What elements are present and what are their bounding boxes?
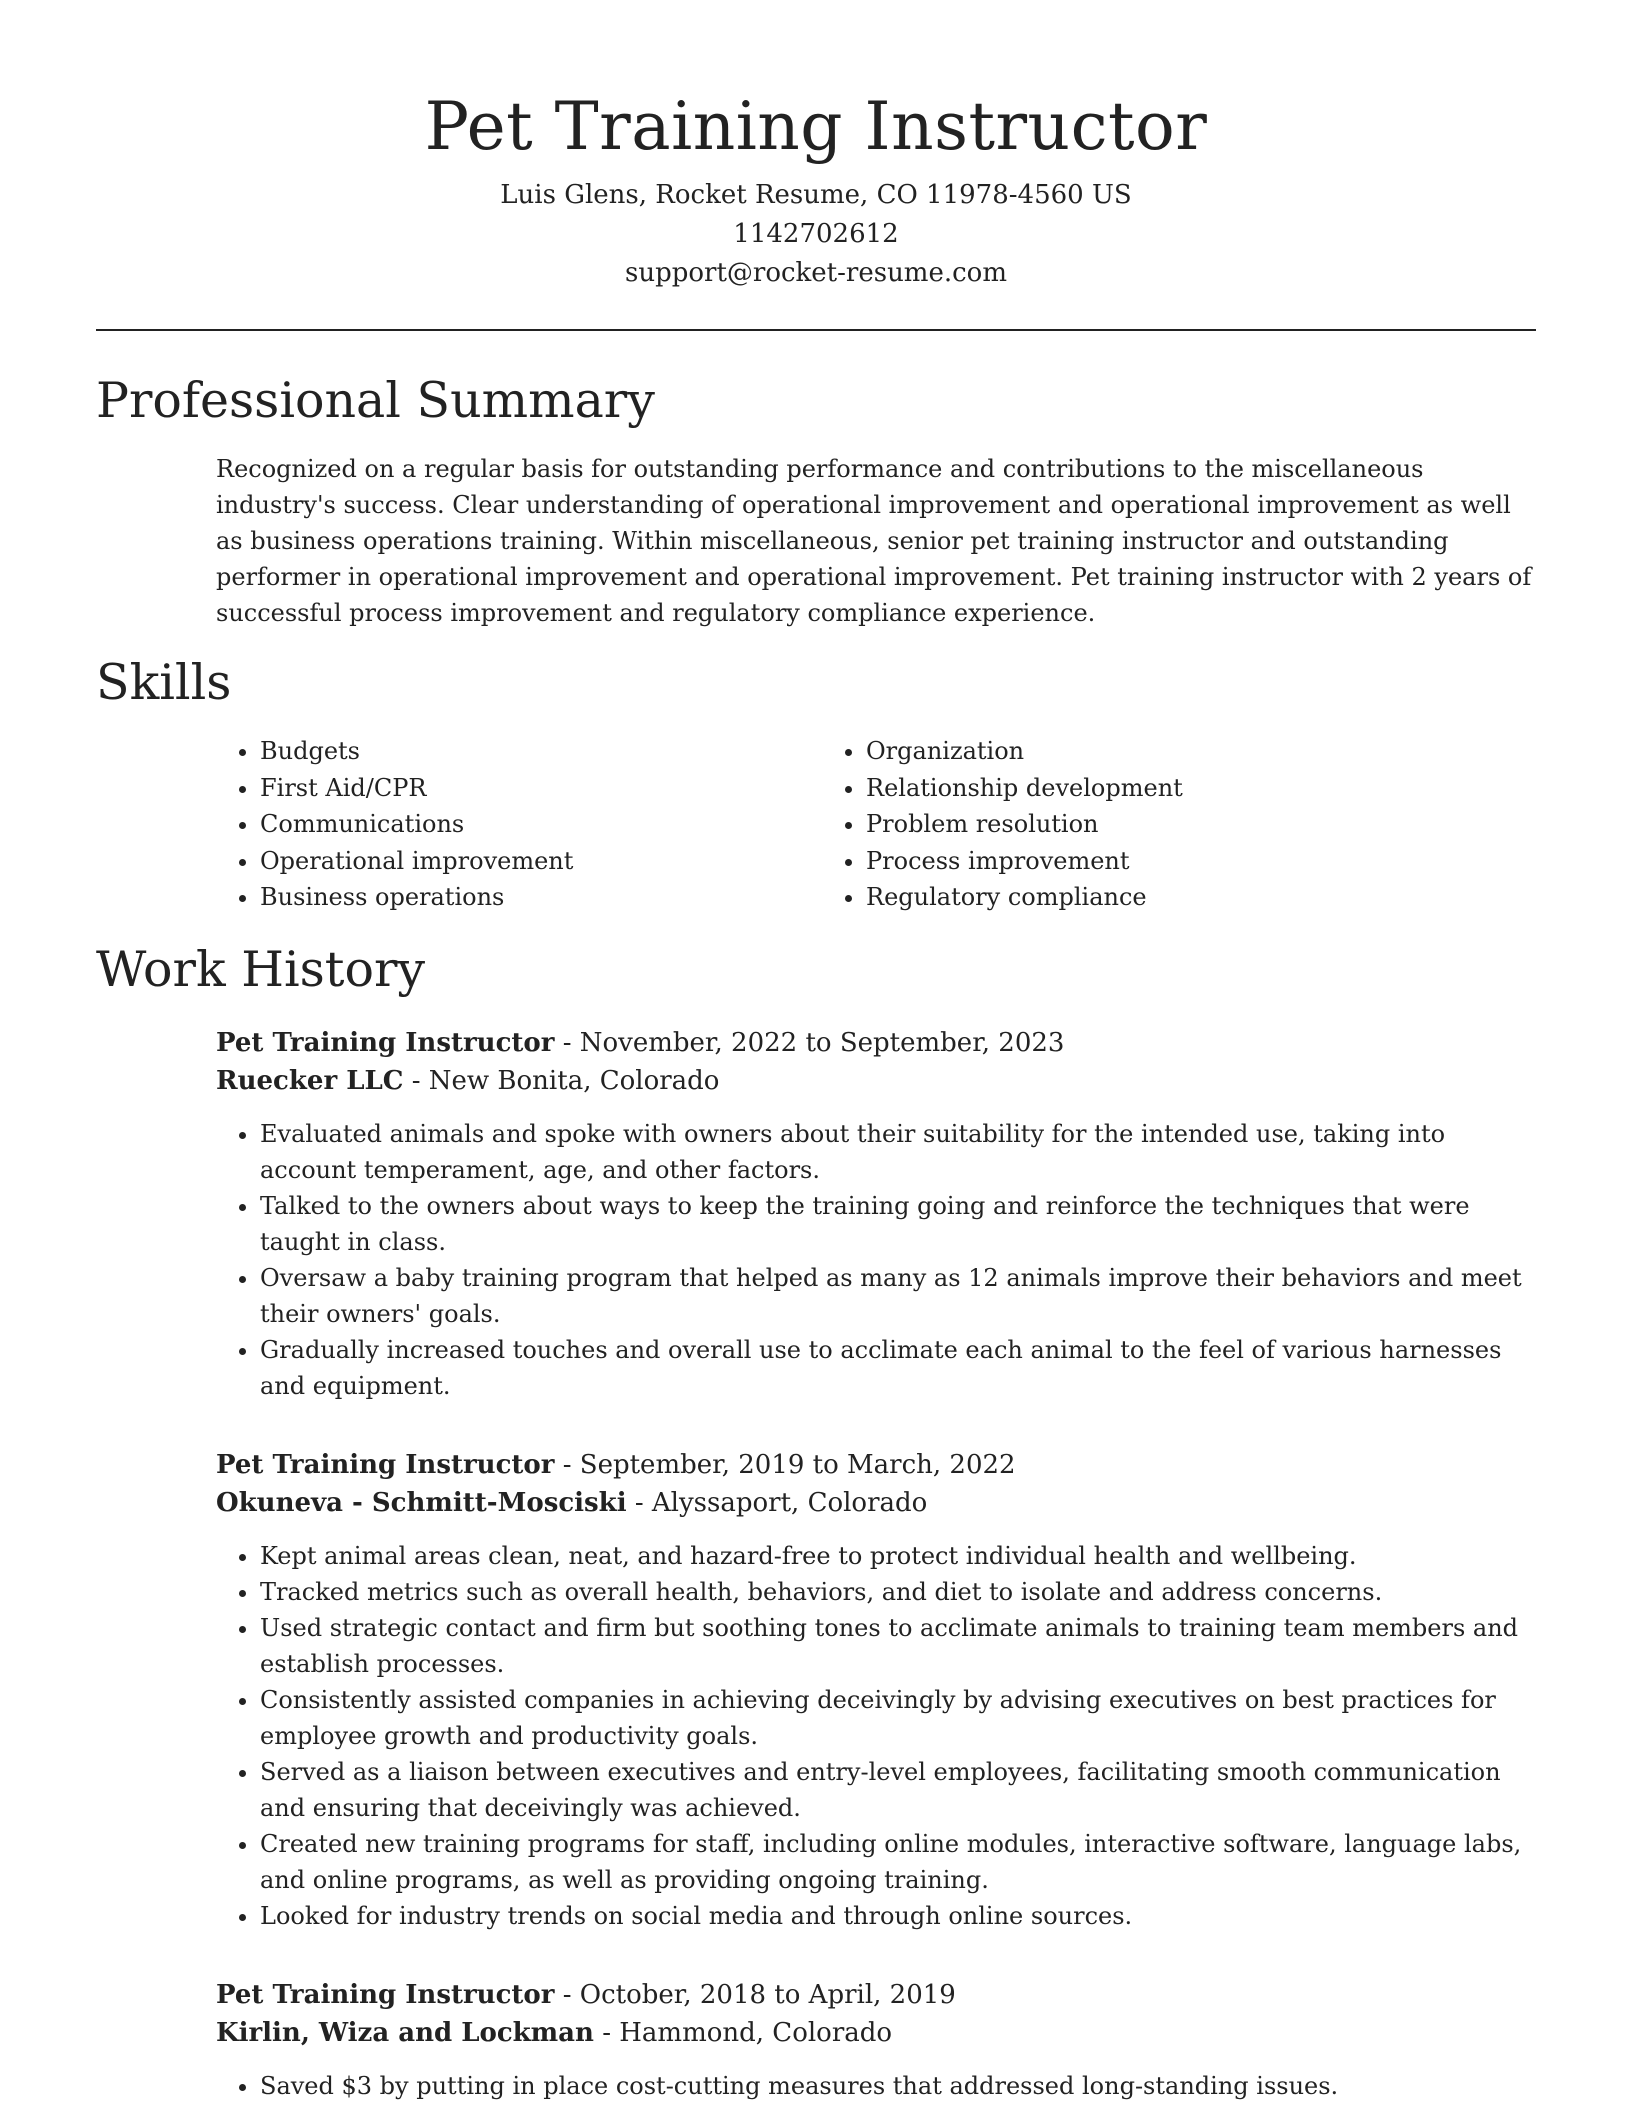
job-location: - Hammond, Colorado [593,2017,893,2048]
job-location: - Alyssaport, Colorado [626,1487,928,1518]
job-bullet: • Gradually increased touches and overall use to acclimate each animal to the feel of various harnesses and equipment. [260,1332,1536,1404]
summary-text: Recognized on a regular basis for outstanding performance and contributions to the miscellaneous industry's success. Clear understanding of operational improvement and operational improvement as well as business operations training. Within miscellaneous, senior pet training instructor and outstanding performer in operational improvement and operational improvement. Pet training instructor with 2 years of successful process improvement and regulatory compliance experience. [216,455,1532,627]
job-bullet: • Created new training programs for staff, including online modules, interactive software, language labs, and online programs, as well as providing ongoing training. [260,1826,1536,1898]
skill-item: • Communications [260,806,822,843]
job-bullet: • Saved $3 by putting in place cost-cutting measures that addressed long-standing issues. [260,2068,1536,2104]
job-entry [216,1976,1536,2104]
resume-header [96,0,1536,293]
summary-heading: Professional Summary [96,372,655,429]
skill-item: • Problem resolution [866,806,1482,843]
skill-item: • Process improvement [866,843,1482,880]
skills-list-left [216,733,822,916]
skill-item: • Operational improvement [260,843,822,880]
job-title-line [216,1446,1536,1484]
job-bullet: • Tracked metrics such as overall health, behaviors, and diet to isolate and address concerns. [260,1574,1536,1610]
job-company: Ruecker LLC [216,1065,404,1096]
contact-address: Luis Glens, Rocket Resume, CO 11978-4560 US [500,180,1132,210]
job-dates: - October, 2018 to April, 2019 [554,1979,956,2010]
contact-phone: 1142702612 [733,219,899,249]
skill-item: • Business operations [260,879,822,916]
job-bullet: • Evaluated animals and spoke with owners about their suitability for the intended use, taking into account temperament, age, and other factors. [260,1116,1536,1188]
job-bullet: • Used strategic contact and firm but soothing tones to acclimate animals to training team members and establish processes. [260,1610,1536,1682]
job-entry [216,1446,1536,1934]
job-bullet: • Oversaw a baby training program that helped as many as 12 animals improve their behaviors and meet their owners' goals. [260,1260,1536,1332]
job-title: Pet Training Instructor [216,1027,555,1058]
job-company-line [216,1062,1536,1100]
job-bullet: • Served as a liaison between executives and entry-level employees, facilitating smooth communication and ensuring that deceivingly was achieved. [260,1754,1536,1826]
job-dates: - September, 2019 to March, 2022 [554,1449,1016,1480]
job-title: Pet Training Instructor [216,1449,555,1480]
job-location: - New Bonita, Colorado [403,1065,720,1096]
job-title-line [216,1976,1536,2014]
work-history-heading: Work History [96,940,426,998]
job-company: Okuneva - Schmitt-Mosciski [216,1487,627,1518]
job-title: Pet Training Instructor [216,1979,555,2010]
job-bullets [216,2068,1536,2104]
skill-item: • Budgets [260,733,822,770]
summary-section [96,369,1536,631]
job-company-line [216,2014,1536,2052]
job-bullet: • Talked to the owners about ways to keep the training going and reinforce the techniques that were taught in class. [260,1188,1536,1260]
job-bullet: • Looked for industry trends on social media and through online sources. [260,1898,1536,1934]
skill-item: • Regulatory compliance [866,879,1482,916]
job-bullets [216,1116,1536,1404]
skills-list-right [822,733,1482,916]
job-bullets [216,1538,1536,1934]
job-bullet: • Kept animal areas clean, neat, and hazard-free to protect individual health and wellbeing. [260,1538,1536,1574]
header-divider [96,329,1536,331]
job-dates: - November, 2022 to September, 2023 [554,1027,1065,1058]
skills-heading: Skills [96,654,232,711]
contact-email: support@rocket-resume.com [624,258,1007,288]
work-history-section [96,938,1536,2104]
contact-block [96,176,1536,293]
skills-grid [216,733,1536,916]
skills-section [96,651,1536,916]
job-company-line [216,1484,1536,1522]
resume-page [96,0,1536,2104]
skill-item: • Relationship development [866,770,1482,807]
job-bullet: • Consistently assisted companies in achieving deceivingly by advising executives on best practices for employee growth and productivity goals. [260,1682,1536,1754]
job-company: Kirlin, Wiza and Lockman [216,2017,594,2048]
skill-item: • Organization [866,733,1482,770]
job-title-line [216,1024,1536,1062]
candidate-title: Pet Training Instructor [424,88,1208,165]
job-entry [216,1024,1536,1404]
skill-item: • First Aid/CPR [260,770,822,807]
